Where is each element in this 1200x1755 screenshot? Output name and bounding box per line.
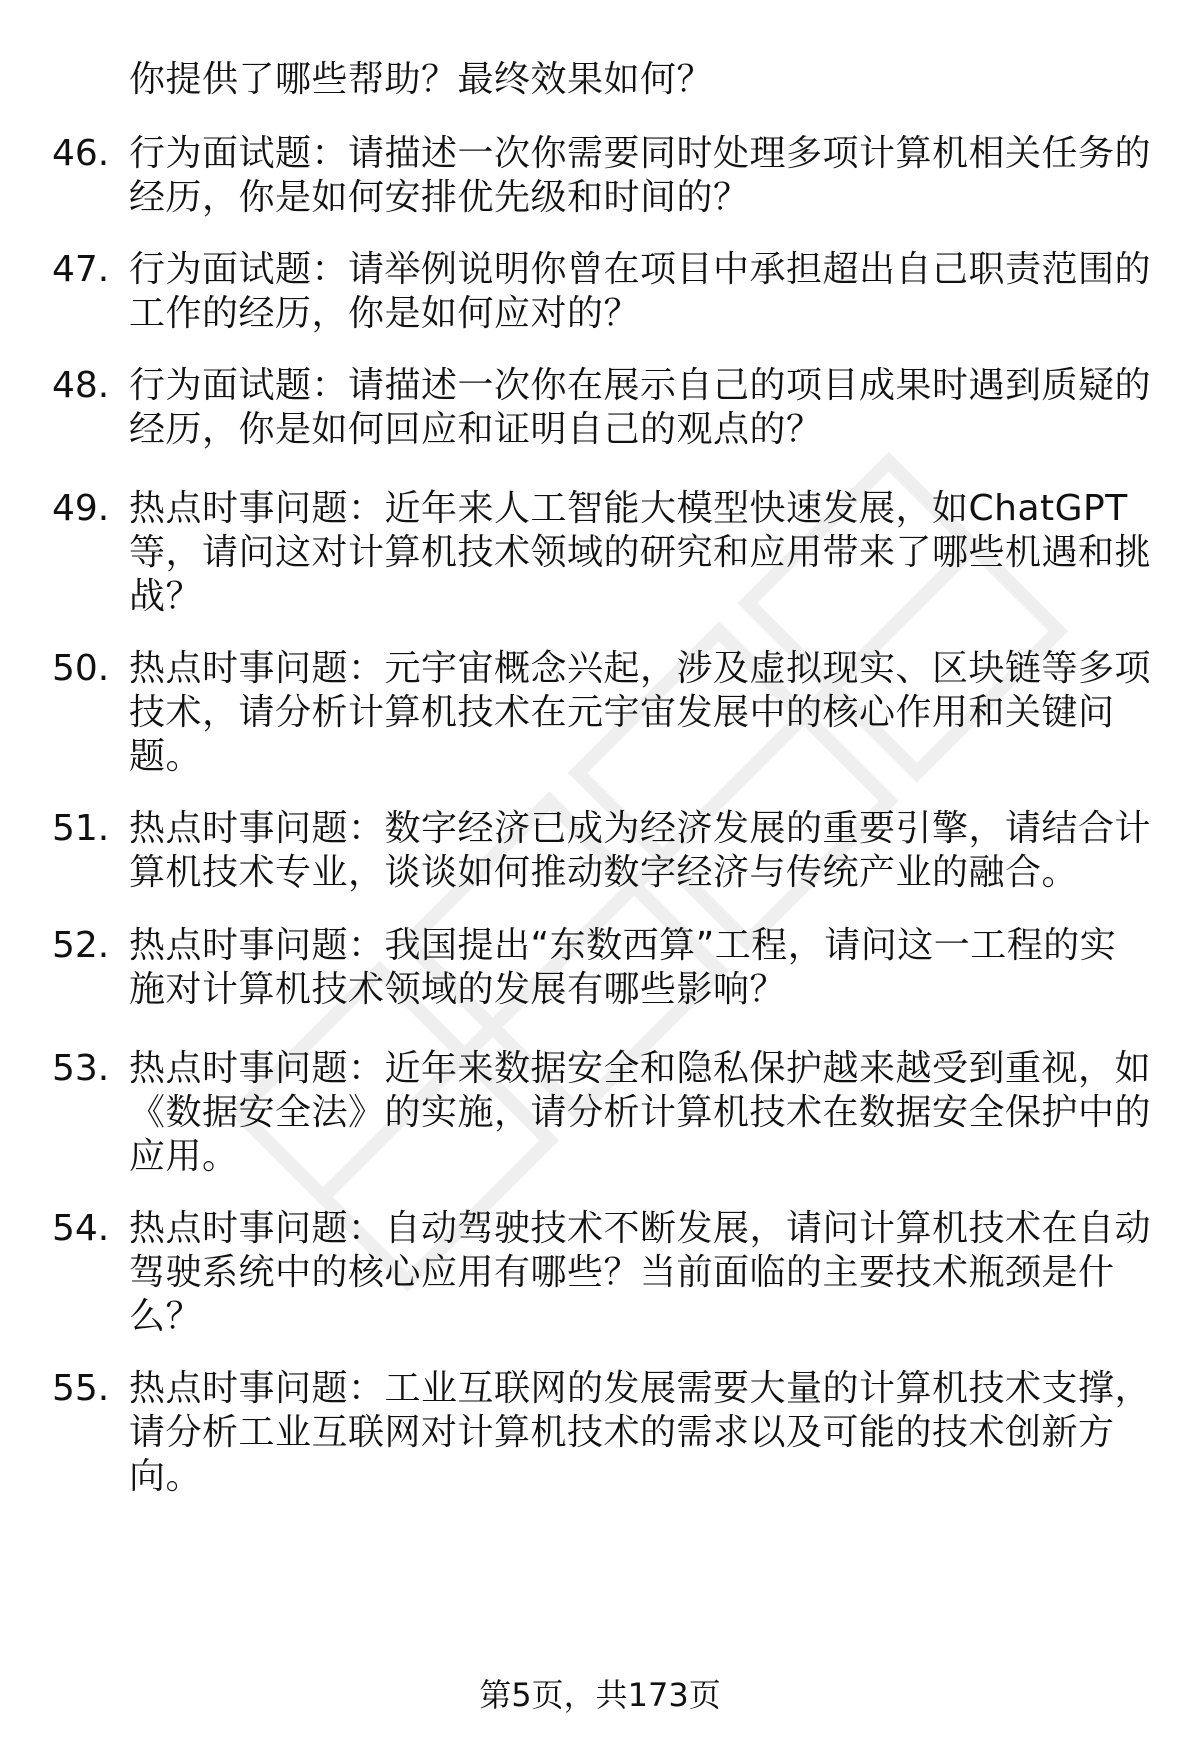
question-line: 热点时事问题：自动驾驶技术不断发展，请问计算机技术在自动 <box>129 1208 1152 1249</box>
question-number: 51. <box>52 808 110 849</box>
question-line: 算机技术专业，谈谈如何推动数字经济与传统产业的融合。 <box>129 852 1079 893</box>
question-line: 经历，你是如何回应和证明自己的观点的？ <box>129 409 823 450</box>
question-number: 55. <box>52 1368 110 1409</box>
question-line: 热点时事问题：数字经济已成为经济发展的重要引擎，请结合计 <box>129 808 1152 849</box>
question-number: 52. <box>52 925 110 966</box>
question-line: 经历，你是如何安排优先级和时间的？ <box>129 177 750 218</box>
question-line: 行为面试题：请举例说明你曾在项目中承担超出自己职责范围的 <box>129 249 1152 290</box>
question-number: 54. <box>52 1208 110 1249</box>
question-line: 技术，请分析计算机技术在元宇宙发展中的核心作用和关键问 <box>129 692 1115 733</box>
question-line: 向。 <box>129 1456 203 1497</box>
question-line: 行为面试题：请描述一次你需要同时处理多项计算机相关任务的 <box>129 133 1152 174</box>
question-line: 热点时事问题：近年来数据安全和隐私保护越来越受到重视，如 <box>129 1048 1152 1089</box>
question-line: 驾驶系统中的核心应用有哪些？当前面临的主要技术瓶颈是什 <box>129 1252 1115 1293</box>
question-number: 53. <box>52 1048 110 1089</box>
question-line: 热点时事问题：近年来人工智能大模型快速发展，如ChatGPT <box>129 488 1128 529</box>
question-line: 施对计算机技术领域的发展有哪些影响？ <box>129 969 787 1010</box>
question-line: 热点时事问题：我国提出“东数西算”工程，请问这一工程的实 <box>129 925 1117 966</box>
question-line: 题。 <box>129 736 203 777</box>
question-line: 请分析工业互联网对计算机技术的需求以及可能的技术创新方 <box>129 1412 1115 1453</box>
intro-continuation: 你提供了哪些帮助？最终效果如何？ <box>129 59 714 100</box>
question-number: 50. <box>52 648 110 689</box>
question-number: 47. <box>52 249 110 290</box>
question-line: 工作的经历，你是如何应对的？ <box>129 293 641 334</box>
page-number-footer: 第5页，共173页 <box>479 1676 721 1714</box>
question-line: 热点时事问题：元宇宙概念兴起，涉及虚拟现实、区块链等多项 <box>129 648 1152 689</box>
question-line: 战？ <box>129 576 203 617</box>
question-line: 《数据安全法》的实施，请分析计算机技术在数据安全保护中的 <box>129 1092 1152 1133</box>
question-number: 48. <box>52 365 110 406</box>
question-line: 热点时事问题：工业互联网的发展需要大量的计算机技术支撑， <box>129 1368 1152 1409</box>
question-line: 么？ <box>129 1296 203 1337</box>
question-number: 46. <box>52 133 110 174</box>
question-line: 等，请问这对计算机技术领域的研究和应用带来了哪些机遇和挑 <box>129 532 1152 573</box>
question-number: 49. <box>52 488 110 529</box>
question-line: 行为面试题：请描述一次你在展示自己的项目成果时遇到质疑的 <box>129 365 1152 406</box>
question-line: 应用。 <box>129 1136 239 1177</box>
